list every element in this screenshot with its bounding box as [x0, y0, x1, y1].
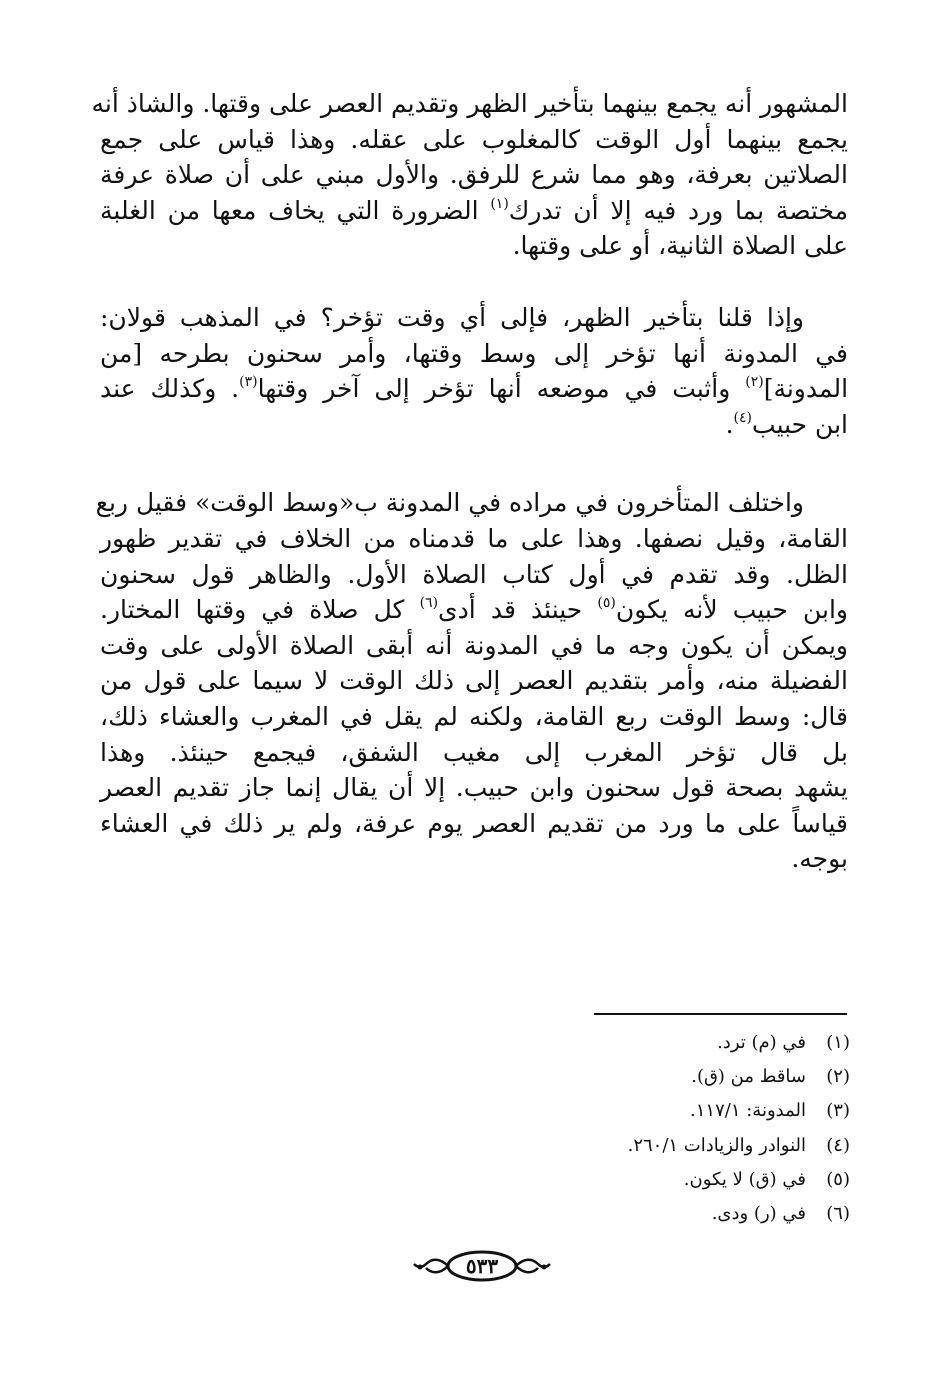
paragraph-line-with-ref [100, 407, 848, 443]
footnote-ref-6[interactable]: (٦) [419, 595, 439, 612]
text-run: حينئذ قد أدى [438, 595, 583, 625]
footnote-number: (٤) [826, 1134, 850, 1156]
paragraph-line: ويمكن أن يكون وجه ما في المدونة أنه أبقى الصلاة الأولى على وقت [100, 630, 848, 660]
footnote-text: في (ق) لا يكون. [683, 1168, 806, 1190]
footnote-number: (٣) [826, 1100, 850, 1122]
paragraph-line: على الصلاة الثانية، أو على وقتها. [512, 231, 848, 261]
text-run: الضرورة التي يخاف معها من الغلبة [100, 195, 479, 225]
page-number-ornament [412, 1246, 552, 1286]
paragraph-line: بوجه. [791, 844, 848, 874]
paragraph-line: المشهور أنه يجمع بينهما بتأخير الظهر وتقديم العصر على وقتها. والشاذ أنه [91, 89, 848, 118]
paragraph-line: الفضيلة منه، وأمر بتقديم العصر إلى ذلك الوقت لا سيما على قول من [100, 666, 848, 696]
footnote-ref-4[interactable]: (٤) [733, 409, 753, 426]
paragraph-line: وإذا قلنا بتأخير الظهر، فإلى أي وقت تؤخر؟ في المذهب قولان: [100, 302, 804, 332]
paragraph-line: الصلاتين بعرفة، وهو مما شرع للرفق. والأول مبني على أن صلاة عرفة [100, 160, 848, 190]
footnote-6 [430, 1197, 850, 1231]
footnotes [430, 1026, 850, 1231]
footnote-5 [430, 1163, 850, 1197]
footnote-number: (٢) [826, 1066, 850, 1088]
paragraph-line: قال: وسط الوقت ربع القامة، ولكنه لم يقل في المغرب والعشاء ذلك، [100, 701, 848, 731]
footnote-text: النوادر والزيادات ٢٦٠/١. [627, 1134, 806, 1156]
paragraph-line: يجمع بينهما أول الوقت كالمغلوب على عقله. وهذا قياس على جمع [100, 124, 848, 154]
footnote-ref-5[interactable]: (٥) [597, 595, 616, 612]
footnote-2 [430, 1060, 850, 1094]
paragraph-line-with-ref [100, 193, 848, 229]
paragraph-2 [100, 300, 848, 442]
paragraph-3 [95, 485, 849, 877]
paragraph-line-with-ref [100, 371, 848, 407]
footnote-1 [430, 1026, 850, 1060]
footnote-separator [594, 1013, 847, 1015]
footnote-number: (٦) [826, 1203, 850, 1225]
text-run: كل صلاة في وقتها المختار. [100, 595, 405, 625]
paragraph-1 [91, 86, 848, 264]
page-body [91, 86, 849, 877]
page-number: ٥٣٣ [465, 1254, 499, 1278]
text-run: المدونة] [763, 374, 849, 404]
text-run: . [725, 409, 734, 439]
footnote-3 [430, 1094, 850, 1128]
footnote-number: (٥) [826, 1168, 850, 1190]
paragraph-line: بل قال تؤخر المغرب إلى مغيب الشفق، فيجمع حينئذ. وهذا [100, 737, 848, 767]
text-run: وأثبت في موضعه أنها تؤخر إلى آخر وقتها [257, 374, 731, 404]
footnote-ref-3[interactable]: (٣) [239, 374, 258, 391]
footnote-text: المدونة: ١١٧/١. [690, 1100, 806, 1122]
paragraph-line: واختلف المتأخرون في مراده في المدونة ب«وسط الوقت» فقيل ربع [95, 488, 804, 518]
footnote-ref-2[interactable]: (٢) [745, 374, 764, 391]
footnote-text: ساقط من (ق). [691, 1066, 806, 1088]
paragraph-line: قياساً على ما ورد من تقديم العصر يوم عرفة، ولم ير ذلك في العشاء [100, 808, 848, 838]
paragraph-line: يشهد بصحة قول سحنون وابن حبيب. إلا أن يقال إنما جاز تقديم العصر [100, 773, 848, 803]
footnote-ref-1[interactable]: (١) [490, 195, 509, 212]
footnote-text: في (م) ترد. [717, 1032, 806, 1053]
text-run: وابن حبيب لأنه يكون [615, 595, 849, 625]
paragraph-line: في المدونة أنها تؤخر إلى وسط وقتها، وأمر سحنون بطرحه [من [100, 338, 848, 368]
footnote-number: (١) [826, 1032, 850, 1053]
paragraph-line: القامة، وقيل نصفها. وهذا على ما قدمناه من الخلاف في تقدير ظهور [100, 523, 848, 553]
paragraph-line-with-ref [100, 592, 848, 628]
footnote-4 [430, 1129, 850, 1163]
paragraph-line: الظل. وقد تقدم في أول كتاب الصلاة الأول. والظاهر قول سحنون [100, 559, 848, 589]
text-run: مختصة بما ورد فيه إلا أن تدرك [508, 195, 848, 225]
text-run: ابن حبيب [752, 409, 848, 439]
footnote-text: في (ر) ودى. [711, 1203, 806, 1225]
text-run: . وكذلك عند [100, 374, 240, 404]
